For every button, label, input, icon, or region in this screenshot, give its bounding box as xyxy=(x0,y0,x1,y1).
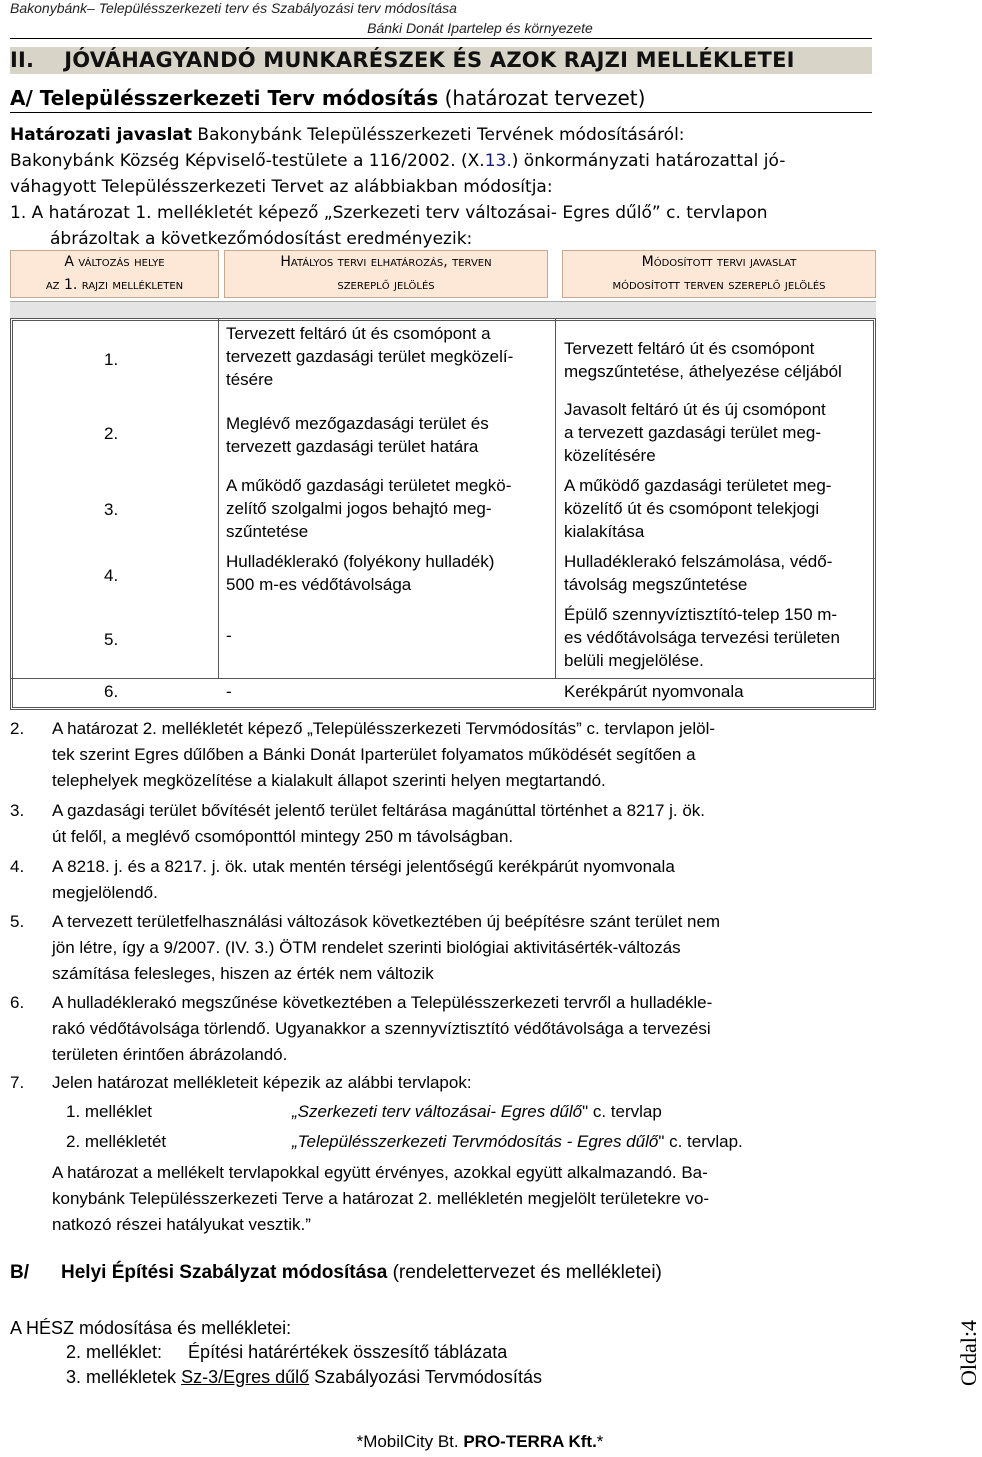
row3-mod-l3: kialakítása xyxy=(564,522,645,541)
header-divider xyxy=(10,38,872,39)
section-ii-number: II. xyxy=(10,48,35,72)
header-modified-line1: Módosított tervi javaslat xyxy=(641,254,797,270)
row2-mod-l2: a tervezett gazdasági terület meg- xyxy=(564,423,822,442)
item3-l1: A gazdasági terület bővítését jelentő terület feltárása magánúttal történhet a 8217 j. ök. xyxy=(52,801,706,820)
annex-1-title: „Szerkezeti terv változásai- Egres dűlő xyxy=(292,1102,583,1121)
hesz-line2-link: Sz-3/Egres dűlő xyxy=(181,1367,310,1387)
page-footer xyxy=(0,1432,960,1452)
table-header-current xyxy=(224,250,548,298)
table-row-4-current xyxy=(226,550,494,596)
list-item-7-number: 7. xyxy=(10,1073,25,1092)
table-col-divider-1 xyxy=(218,318,219,678)
table-row-1-current xyxy=(226,322,513,391)
item4-l2: megjelölendő. xyxy=(52,883,158,902)
intro-line-4: 1. A határozat 1. mellékletét képező „Szerkezeti terv változásai- Egres dűlő” c. tervlapon xyxy=(10,203,768,223)
table-header-modified xyxy=(562,250,876,298)
item5-l3: számítása felesleges, hiszen az érték nem változik xyxy=(52,964,434,983)
table-row-3-modified xyxy=(564,474,831,543)
list-item-2-text xyxy=(52,716,872,794)
table-row-2-number: 2. xyxy=(104,424,119,443)
item6-l3: területen érintően ábrázolandó. xyxy=(52,1045,288,1064)
item3-l2: út felől, a meglévő csomóponttól mintegy 250 m távolságban. xyxy=(52,827,514,846)
header-location-line1: A változás helye xyxy=(64,254,165,270)
intro-line2a: Bakonybánk Község Képviselő-testülete a 116/2002. (X. xyxy=(10,151,485,171)
intro-line-2 xyxy=(10,148,872,174)
row3-current-l1: A működő gazdasági területet megkö- xyxy=(226,476,512,495)
row2-mod-l3: közelítésére xyxy=(564,446,656,465)
table-row-2-modified xyxy=(564,398,826,467)
hesz-line-1 xyxy=(66,1339,507,1365)
table-row-1-modified xyxy=(564,337,842,383)
annex-1-tail: " c. tervlap xyxy=(582,1102,662,1121)
annex-1-label: 1. melléklet xyxy=(66,1102,152,1121)
page-number-label: Oldal:4 xyxy=(956,1320,981,1386)
row4-current-l1: Hulladéklerakó (folyékony hulladék) xyxy=(226,552,495,571)
item2-l3: telephelyek megközelítése a kialakult állapot szerinti helyen megtartandó. xyxy=(52,771,606,790)
row4-mod-l2: távolság megszűntetése xyxy=(564,575,748,594)
intro-line-5: ábrázoltak a következőmódosítást eredményezik: xyxy=(50,229,473,249)
annex-2-title: „Településszerkezeti Tervmódosítás - Egres dűlő xyxy=(292,1132,659,1151)
intro-line-1 xyxy=(10,122,872,148)
item6-l1: A hulladéklerakó megszűnése következtében a Településszerkezeti tervről a hulladékle- xyxy=(52,993,713,1012)
row2-current-l2: tervezett gazdasági terület határa xyxy=(226,437,479,456)
table-row-5-number: 5. xyxy=(104,630,119,649)
intro-line-3: váhagyott Településszerkezeti Tervet az alábbiakban módosítja: xyxy=(10,177,553,197)
table-row-5-modified xyxy=(564,603,840,672)
table-row-3-current xyxy=(226,474,511,543)
list-item-5-number: 5. xyxy=(10,912,25,931)
section-b-title: Helyi Építési Szabályzat módosítása xyxy=(61,1262,388,1283)
row1-mod-l1: Tervezett feltáró út és csomópont xyxy=(564,339,815,358)
footer-bold: PRO-TERRA Kft. xyxy=(463,1432,597,1451)
hesz-line-2 xyxy=(66,1364,542,1390)
table-row-6-modified: Kerékpárút nyomvonala xyxy=(564,682,744,701)
table-row-5-current: - xyxy=(226,626,232,645)
list-item-6-number: 6. xyxy=(10,993,25,1012)
row3-current-l3: szűntetése xyxy=(226,522,309,541)
section-a-suffix: (határozat tervezet) xyxy=(444,86,646,110)
row2-current-l1: Meglévő mezőgazdasági terület és xyxy=(226,414,489,433)
table-col-divider-2 xyxy=(555,318,556,678)
table-row-3-number: 3. xyxy=(104,500,119,519)
table-row-6-number: 6. xyxy=(104,682,119,701)
item5-l1: A tervezett területfelhasználási változások következtében új beépítésre szánt terület nem xyxy=(52,912,721,931)
hesz-title: A HÉSZ módosítása és mellékletei: xyxy=(10,1318,292,1338)
table-header-location xyxy=(10,250,219,298)
closing-l3: natkozó részei hatályukat vesztik.” xyxy=(52,1215,311,1234)
list-item-3-number: 3. xyxy=(10,801,25,820)
header-location-line2: az 1. rajzi mellékleten xyxy=(45,277,184,293)
header-current-line1: Hatályos tervi elhatározás, terven xyxy=(280,254,492,270)
row2-mod-l1: Javasolt feltáró út és új csomópont xyxy=(564,400,826,419)
closing-l2: konybánk Településszerkezeti Terve a határozat 2. mellékletén megjelölt területekre vo- xyxy=(52,1189,710,1208)
row1-mod-l2: megszűntetése, áthelyezése céljából xyxy=(564,362,842,381)
item5-l2: jön létre, így a 9/2007. (IV. 3.) ÖTM rendelet szerinti biológiai aktivitásérték-változás xyxy=(52,938,681,957)
table-row6-divider xyxy=(10,678,876,679)
section-a-label: A/ Településszerkezeti Terv módosítás xyxy=(10,86,439,110)
intro-bold: Határozati javaslat xyxy=(10,125,192,145)
row5-mod-l3: belüli megjelölése. xyxy=(564,651,704,670)
annex-2-entry xyxy=(292,1129,743,1155)
hesz-line1-label: 2. melléklet: xyxy=(66,1342,163,1362)
header-current-line2: szereplő jelölés xyxy=(337,277,435,293)
list-item-4-text xyxy=(52,854,872,906)
row1-current-l1: Tervezett feltáró út és csomópont a xyxy=(226,324,491,343)
closing-l1: A határozat a mellékelt tervlapokkal együtt érvényes, azokkal együtt alkalmazandó. Ba- xyxy=(52,1163,708,1182)
intro-line1-rest: Bakonybánk Településszerkezeti Tervének módosításáról: xyxy=(192,125,685,145)
footer-post: * xyxy=(596,1432,604,1451)
table-row-1-number: 1. xyxy=(104,350,119,369)
intro-line2c: ) önkormányzati határozattal jó- xyxy=(511,151,786,171)
table-header-row xyxy=(10,250,876,300)
section-a-divider xyxy=(10,112,872,113)
row3-current-l2: zelítő szolgalmi jogos behajtó meg- xyxy=(226,499,492,518)
list-item-4-number: 4. xyxy=(10,857,25,876)
header-modified-line2: módosított terven szereplő jelölés xyxy=(612,277,826,293)
item4-l1: A 8218. j. és a 8217. j. ök. utak mentén térségi jelentőségű kerékpárút nyomvonala xyxy=(52,857,675,876)
annex-2-tail: " c. tervlap. xyxy=(658,1132,743,1151)
row1-current-l2: tervezett gazdasági terület megközelí- xyxy=(226,347,514,366)
footer-pre: *MobilCity Bt. xyxy=(356,1432,464,1451)
document-header-title: Bakonybánk– Településszerkezeti terv és Szabályozási terv módosítása xyxy=(10,0,457,16)
intro-line2b: 13. xyxy=(484,151,512,171)
row3-mod-l2: közelítő út és csomópont telekjogi xyxy=(564,499,820,518)
closing-paragraph xyxy=(52,1160,872,1238)
section-b-heading xyxy=(10,1262,662,1284)
row1-current-l3: tésére xyxy=(226,370,274,389)
item2-l1: A határozat 2. mellékletét képező „Településszerkezeti Tervmódosítás” c. tervlapon jelöl- xyxy=(52,719,716,738)
section-ii-heading xyxy=(10,48,795,72)
hesz-line2-label: 3. mellékletek xyxy=(66,1367,177,1387)
table-spacer-row xyxy=(10,301,876,319)
section-a-heading xyxy=(10,86,645,110)
item6-l2: rakó védőtávolsága törlendő. Ugyanakkor a szennyvíztisztító védőtávolsága a tervezési xyxy=(52,1019,711,1038)
annex-1-entry xyxy=(292,1099,662,1125)
annex-2-label: 2. mellékletét xyxy=(66,1132,167,1151)
table-row-2-current xyxy=(226,412,489,458)
table-row-4-number: 4. xyxy=(104,566,119,585)
list-item-2-number: 2. xyxy=(10,719,25,738)
document-header-subtitle: Bánki Donát Ipartelep és környezete xyxy=(367,20,593,36)
list-item-3-text xyxy=(52,798,872,850)
row5-mod-l2: es védőtávolsága tervezési területen xyxy=(564,628,840,647)
section-ii-title: JÓVÁHAGYANDÓ MUNKARÉSZEK ÉS AZOK RAJZI MELLÉKLETEI xyxy=(64,48,795,72)
table-row-4-modified xyxy=(564,550,832,596)
row3-mod-l1: A működő gazdasági területet meg- xyxy=(564,476,832,495)
list-item-6-text xyxy=(52,990,872,1068)
list-item-5-text xyxy=(52,909,872,987)
hesz-line2-text: Szabályozási Tervmódosítás xyxy=(314,1367,542,1387)
item2-l2: tek szerint Egres dűlőben a Bánki Donát Iparterület folyamatos működését segítően a xyxy=(52,745,696,764)
list-item-7-text: Jelen határozat mellékleteit képezik az alábbi tervlapok: xyxy=(52,1073,472,1092)
section-b-label: B/ xyxy=(10,1262,29,1283)
table-row-6-current: - xyxy=(226,682,232,701)
hesz-line1-text: Építési határértékek összesítő táblázata xyxy=(188,1342,508,1362)
section-b-suffix: (rendelettervezet és mellékletei) xyxy=(392,1262,662,1283)
row4-mod-l1: Hulladéklerakó felszámolása, védő- xyxy=(564,552,833,571)
row4-current-l2: 500 m-es védőtávolsága xyxy=(226,575,412,594)
row5-mod-l1: Épülő szennyvíztisztító-telep 150 m- xyxy=(564,605,838,624)
